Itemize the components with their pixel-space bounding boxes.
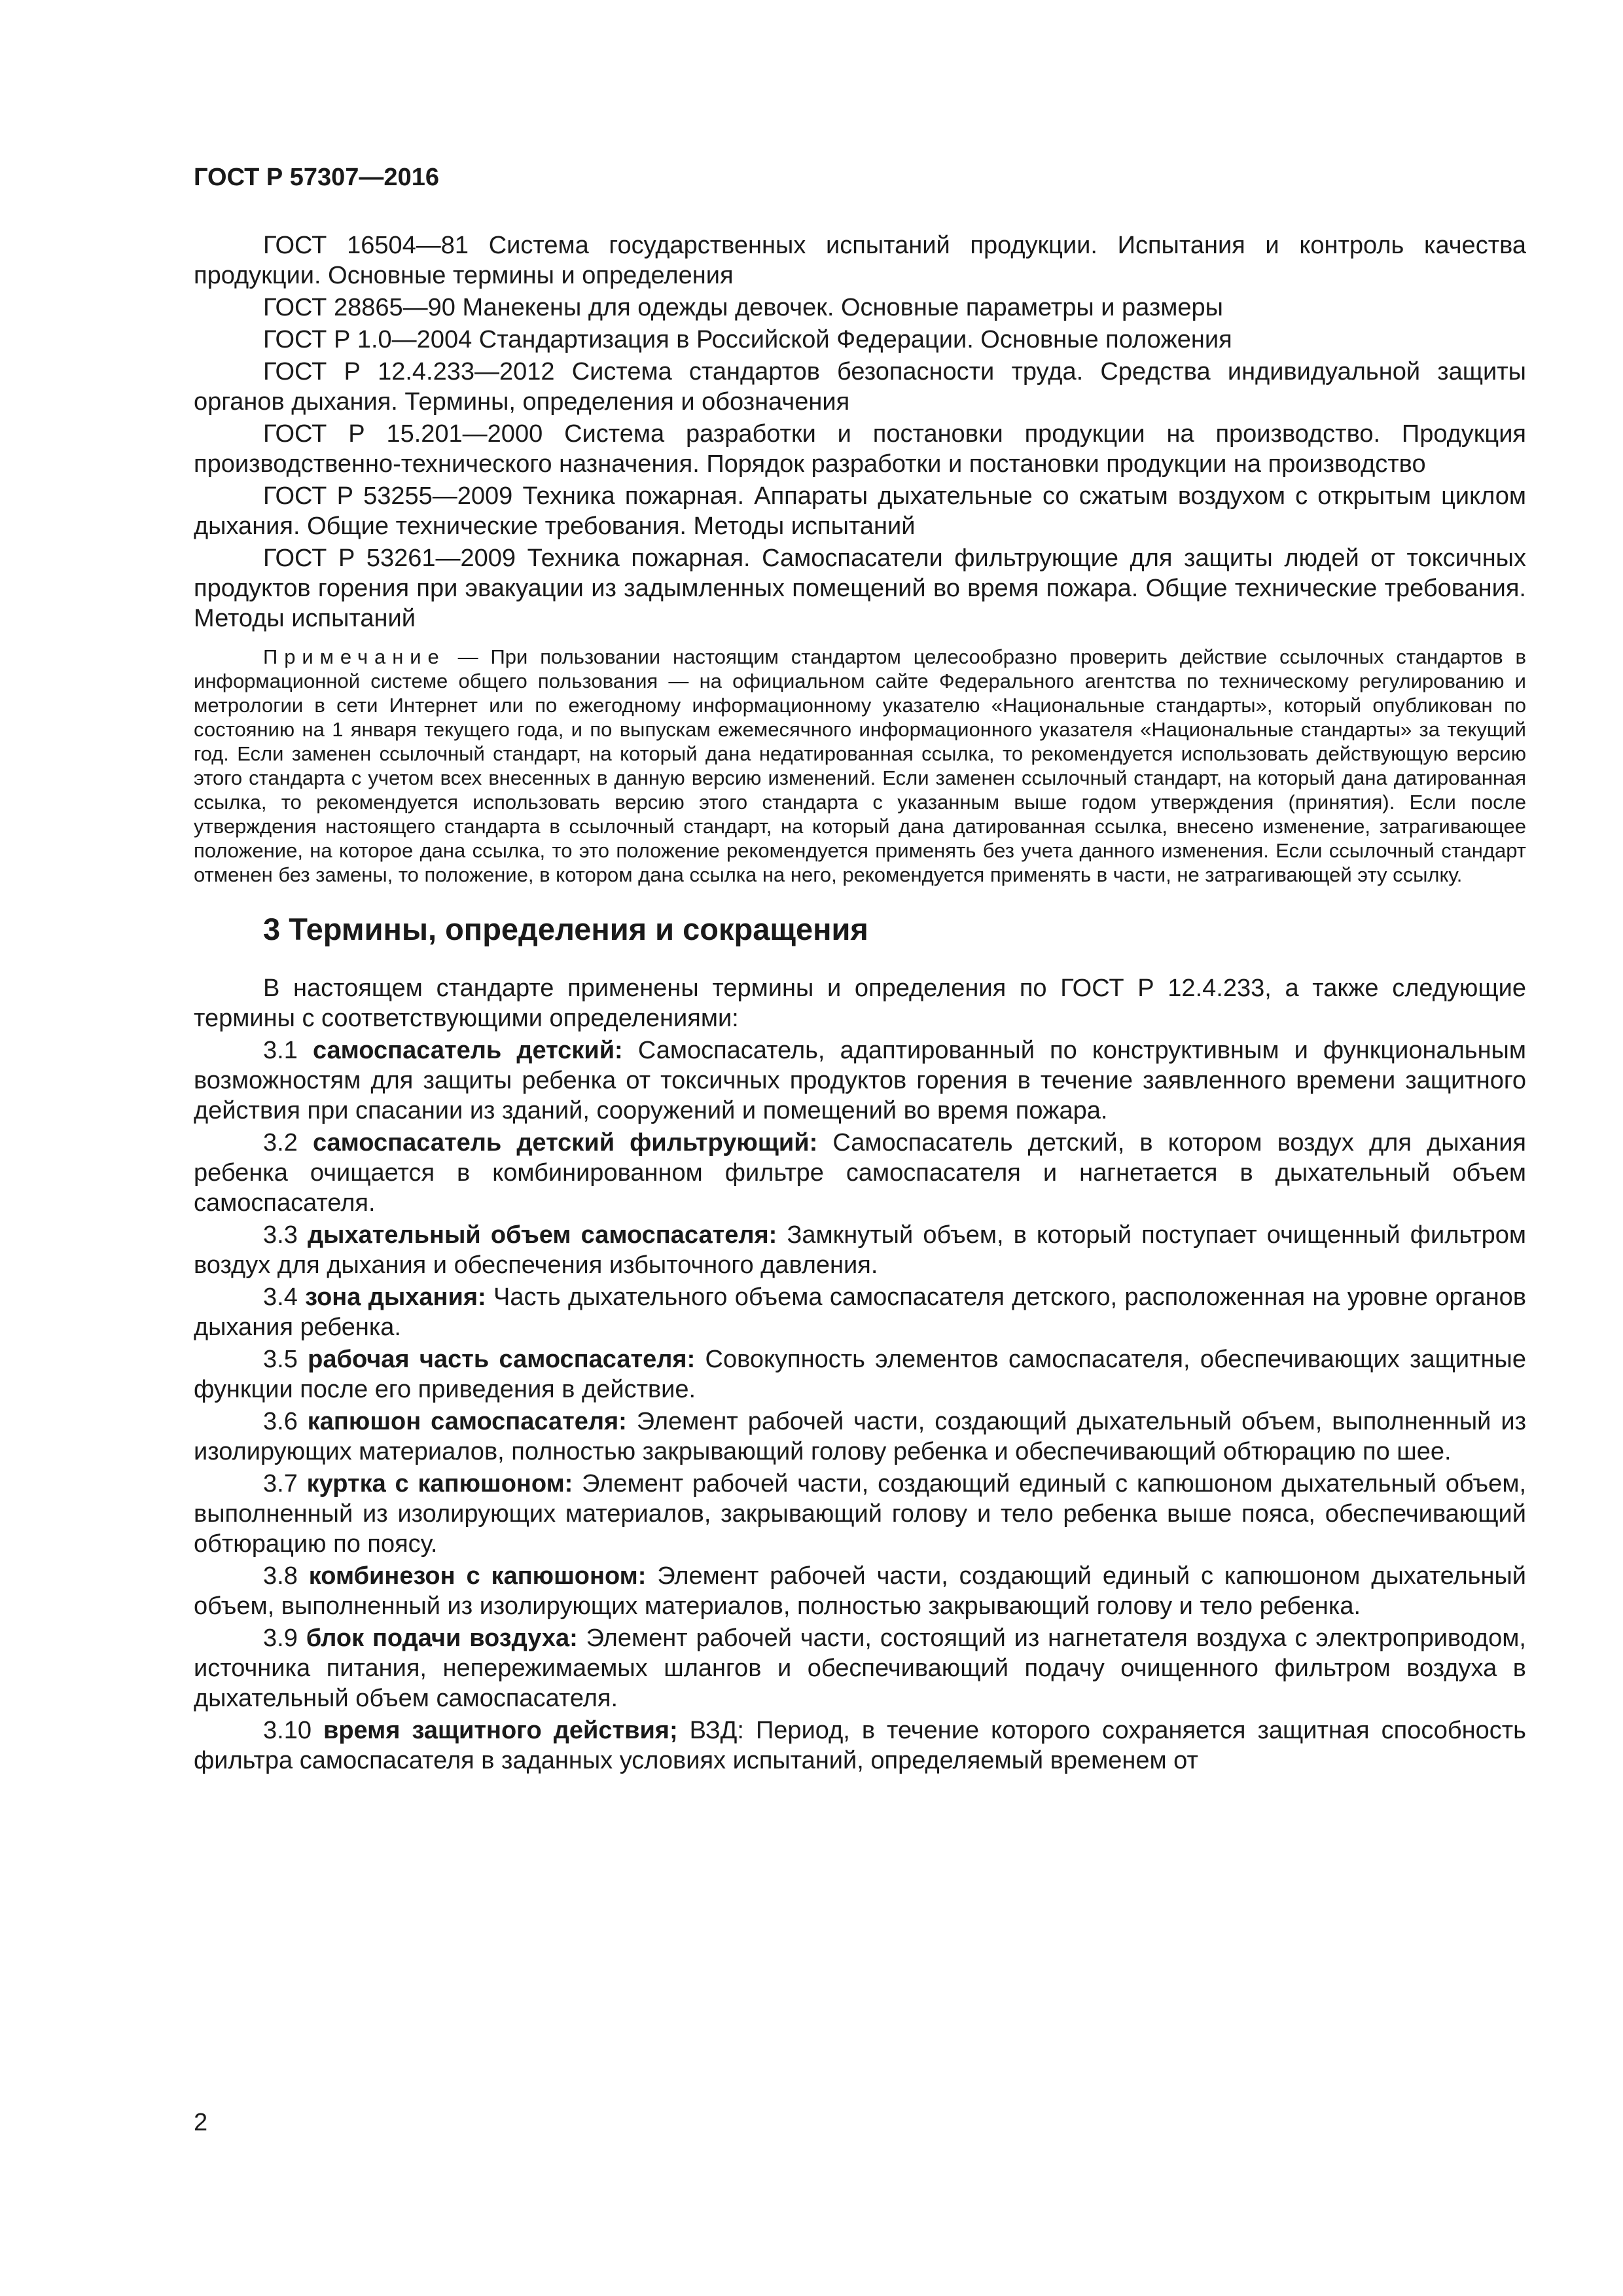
note-text: — При пользовании настоящим стандартом целесообразно проверить действие ссылочных стандартов в информационной системе общего пользования — на официальном сайте Федерального агентства по техническому регулированию и метрологии в сети Интернет или по ежегодному информационному указателю «Национальные стандарты», который опубликован по состоянию на 1 января текущего года, и по выпускам ежемесячного информационного указателя «Национальные стандарты» за текущий год. Если заменен ссылочный стандарт, на который дана недатированная ссылка, то рекомендуется использовать действующую версию этого стандарта с учетом всех внесенных в данную версию изменений. Если заменен ссылочный стандарт, на который дана датированная ссылка, то рекомендуется использовать версию этого стандарта с указанным выше годом утверждения (принятия). Если после утверждения настоящего стандарта в ссылочный стандарт, на который дана датированная ссылка, внесено изменение, затрагивающее положение, на которое дана ссылка, то это положение рекомендуется применять без учета данного изменения. Если ссылочный стандарт отменен без замены, то положение, в котором дана ссылка на него, рекомендуется применять в части, не затрагивающей эту ссылку. <box>194 645 1526 886</box>
section-intro: В настоящем стандарте применены термины и определения по ГОСТ Р 12.4.233, а также следующие термины с соответствующими определениями: <box>194 975 1526 1032</box>
term-number: 3.9 <box>263 1624 306 1652</box>
page-content <box>194 230 1526 1778</box>
term-number: 3.4 <box>263 1283 306 1311</box>
term-name: зона дыхания: <box>305 1283 486 1311</box>
term-entry <box>194 1469 1526 1559</box>
normative-references-list <box>194 230 1526 634</box>
term-number: 3.6 <box>263 1408 308 1435</box>
term-definition: Замкнутый объем, в который поступает очищенный фильтром воздух для дыхания и обеспечения избыточного давления. <box>194 1221 1526 1279</box>
document-id-header: ГОСТ Р 57307—2016 <box>194 164 439 191</box>
term-entry <box>194 1035 1526 1126</box>
term-entry <box>194 1407 1526 1467</box>
term-name: рабочая часть самоспасателя: <box>308 1346 696 1373</box>
reference-item: ГОСТ Р 12.4.233—2012 Система стандартов безопасности труда. Средства индивидуальной защиты органов дыхания. Термины, определения и обозначения <box>194 358 1526 416</box>
term-name: самоспасатель детский фильтрующий: <box>312 1129 818 1157</box>
section-heading: 3 Термины, определения и сокращения <box>263 912 868 946</box>
term-entry <box>194 1623 1526 1713</box>
term-entry <box>194 1282 1526 1342</box>
note-paragraph <box>194 645 1526 887</box>
term-name: блок подачи воздуха: <box>306 1624 578 1652</box>
reference-item: ГОСТ Р 53261—2009 Техника пожарная. Самоспасатели фильтрующие для защиты людей от токсичных продуктов горения при эвакуации из задымленных помещений во время пожара. Общие технические требования. Методы испытаний <box>194 545 1526 632</box>
term-number: 3.8 <box>263 1562 309 1590</box>
term-entry <box>194 1715 1526 1776</box>
term-definition: Часть дыхательного объема самоспасателя детского, расположенная на уровне органов дыхания ребенка. <box>194 1283 1527 1341</box>
page-number: 2 <box>194 2109 208 2136</box>
term-definition: Элемент рабочей части, создающий единый с капюшоном дыхательный объем, выполненный из изолирующих материалов, закрывающий голову и тело ребенка выше пояса, обеспечивающий обтюрацию по поясу. <box>194 1470 1526 1558</box>
term-number: 3.1 <box>263 1037 313 1064</box>
term-entry <box>194 1561 1526 1621</box>
term-number: 3.5 <box>263 1346 308 1373</box>
term-name: самоспасатель детский: <box>312 1037 623 1064</box>
term-number: 3.7 <box>263 1470 307 1498</box>
term-definition: Элемент рабочей части, создающий единый с капюшоном дыхательный объем, выполненный из изолирующих материалов, полностью закрывающий голову и тело ребенка. <box>194 1562 1526 1620</box>
reference-item: ГОСТ Р 15.201—2000 Система разработки и постановки продукции на производство. Продукция производственно-технического назначения. Порядок разработки и постановки продукции на производство <box>194 420 1526 478</box>
term-name: капюшон самоспасателя: <box>307 1408 627 1435</box>
term-definition: Самоспасатель детский, в котором воздух для дыхания ребенка очищается в комбинированном фильтре самоспасателя и нагнетается в дыхательный объем самоспасателя. <box>194 1129 1527 1217</box>
term-definition: ВЗД: Период, в течение которого сохраняется защитная способность фильтра самоспасателя в заданных условиях испытаний, определяемый временем от <box>194 1717 1526 1774</box>
reference-item: ГОСТ Р 1.0—2004 Стандартизация в Российской Федерации. Основные положения <box>263 326 1232 353</box>
reference-item: ГОСТ 16504—81 Система государственных испытаний продукции. Испытания и контроль качества продукции. Основные термины и определения <box>194 232 1526 289</box>
terms-list <box>194 1035 1526 1776</box>
term-number: 3.10 <box>263 1717 323 1744</box>
term-number: 3.2 <box>263 1129 313 1157</box>
reference-item: ГОСТ 28865—90 Манекены для одежды девочек. Основные параметры и размеры <box>263 294 1223 321</box>
term-name: куртка с капюшоном: <box>306 1470 573 1498</box>
term-name: комбинезон с капюшоном: <box>308 1562 647 1590</box>
term-definition: Совокупность элементов самоспасателя, обеспечивающих защитные функции после его приведения в действие. <box>194 1346 1526 1403</box>
term-number: 3.3 <box>263 1221 308 1249</box>
note-label: Примечание <box>263 645 446 668</box>
term-entry <box>194 1344 1526 1405</box>
term-definition: Элемент рабочей части, создающий дыхательный объем, выполненный из изолирующих материалов, полностью закрывающий голову ребенка и обеспечивающий обтюрацию по шее. <box>194 1408 1526 1465</box>
reference-item: ГОСТ Р 53255—2009 Техника пожарная. Аппараты дыхательные со сжатым воздухом с открытым циклом дыхания. Общие технические требования. Методы испытаний <box>194 482 1526 540</box>
term-definition: Самоспасатель, адаптированный по конструктивным и функциональным возможностям для защиты ребенка от токсичных продуктов горения в течение заявленного времени защитного действия при спасании из зданий, сооружений и помещений во время пожара. <box>194 1037 1526 1124</box>
term-name: дыхательный объем самоспасателя: <box>307 1221 777 1249</box>
term-name: время защитного действия; <box>323 1717 678 1744</box>
term-definition: Элемент рабочей части, состоящий из нагнетателя воздуха с электроприводом, источника питания, непережимаемых шлангов и обеспечивающий подачу очищенного фильтром воздуха в дыхательный объем самоспасателя. <box>194 1624 1526 1712</box>
term-entry <box>194 1128 1526 1218</box>
term-entry <box>194 1220 1526 1280</box>
